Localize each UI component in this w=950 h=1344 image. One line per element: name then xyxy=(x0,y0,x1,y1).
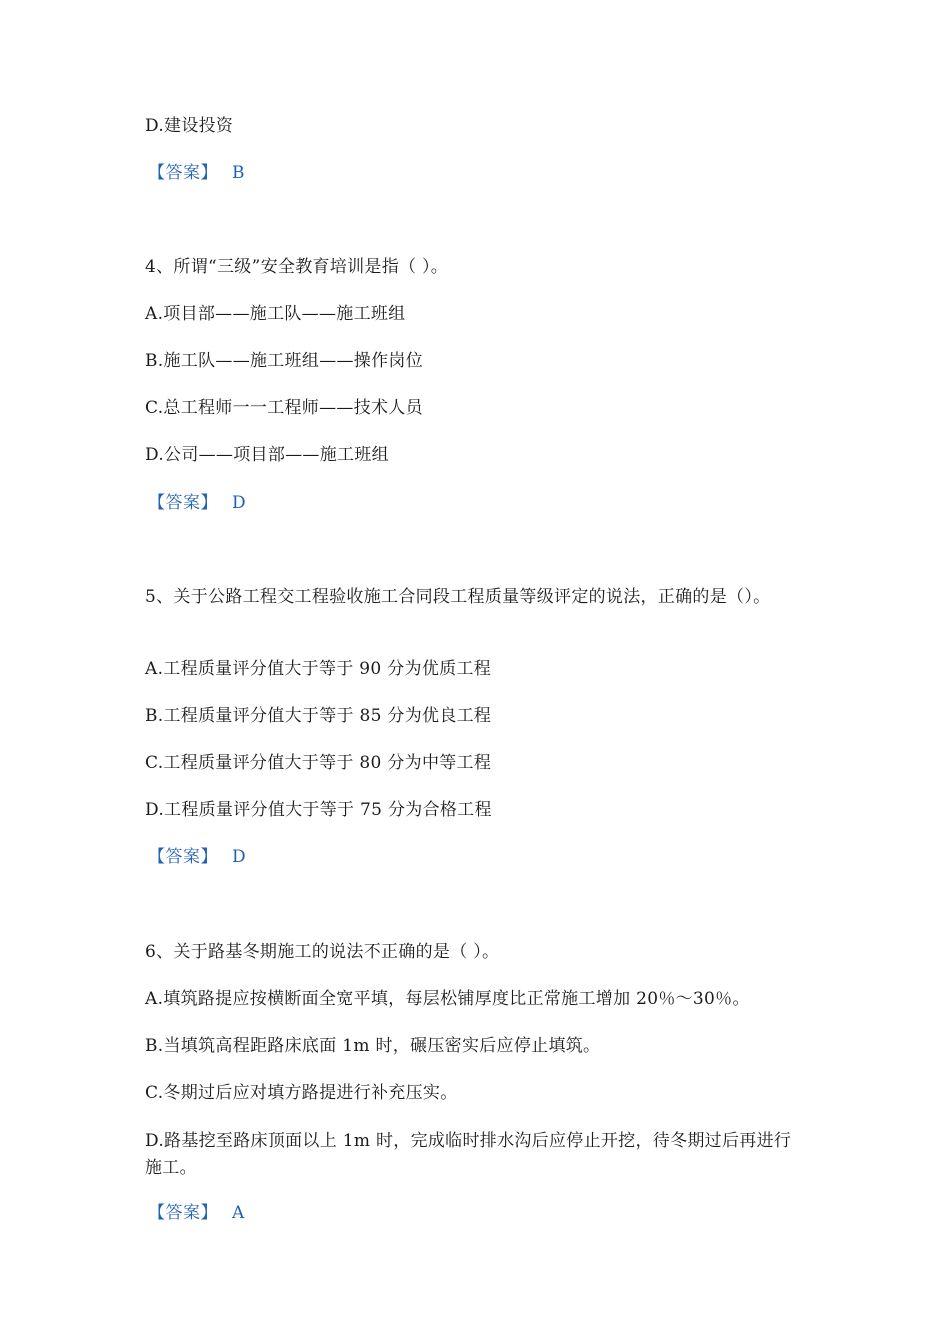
option-4c: C.总工程师一一工程师——技术人员 xyxy=(145,398,423,418)
answer-label: 【答案】 xyxy=(148,163,218,183)
question-4: 4、所谓“三级”安全教育培训是指（ ）。 xyxy=(145,257,449,277)
answer-label: 【答案】 xyxy=(148,1203,218,1223)
option-4d: D.公司——项目部——施工班组 xyxy=(145,445,389,465)
answer-label: 【答案】 xyxy=(148,847,218,867)
answer-value: B xyxy=(232,163,245,183)
answer-value: D xyxy=(232,493,246,513)
answer-4 xyxy=(148,491,246,515)
option-6d: D.路基挖至路床顶面以上 1m 时，完成临时排水沟后应停止开挖，待冬期过后再进行施工。 xyxy=(145,1131,792,1178)
answer-value: D xyxy=(232,847,246,867)
option-4a: A.项目部——施工队——施工班组 xyxy=(145,304,406,324)
option-5c: C.工程质量评分值大于等于 80 分为中等工程 xyxy=(145,753,492,773)
answer-label: 【答案】 xyxy=(148,493,218,513)
option-5b: B.工程质量评分值大于等于 85 分为优良工程 xyxy=(145,706,492,726)
answer-5 xyxy=(148,845,246,869)
option-3d: D.建设投资 xyxy=(145,116,234,136)
option-6a: A.填筑路提应按横断面全宽平填，每层松铺厚度比正常施工增加 20％～30％。 xyxy=(145,989,750,1009)
question-6: 6、关于路基冬期施工的说法不正确的是（ ）。 xyxy=(145,942,500,962)
option-4b: B.施工队——施工班组——操作岗位 xyxy=(145,351,423,371)
question-5: 5、关于公路工程交工程验收施工合同段工程质量等级评定的说法，正确的是（）。 xyxy=(145,587,771,607)
option-5a: A.工程质量评分值大于等于 90 分为优质工程 xyxy=(145,659,492,679)
option-5d: D.工程质量评分值大于等于 75 分为合格工程 xyxy=(145,800,492,820)
answer-6 xyxy=(148,1201,244,1225)
option-6b: B.当填筑高程距路床底面 1m 时，碾压密实后应停止填筑。 xyxy=(145,1036,601,1056)
answer-value: A xyxy=(232,1203,245,1223)
answer-3 xyxy=(148,161,245,185)
option-6c: C.冬期过后应对填方路提进行补充压实。 xyxy=(145,1083,458,1103)
